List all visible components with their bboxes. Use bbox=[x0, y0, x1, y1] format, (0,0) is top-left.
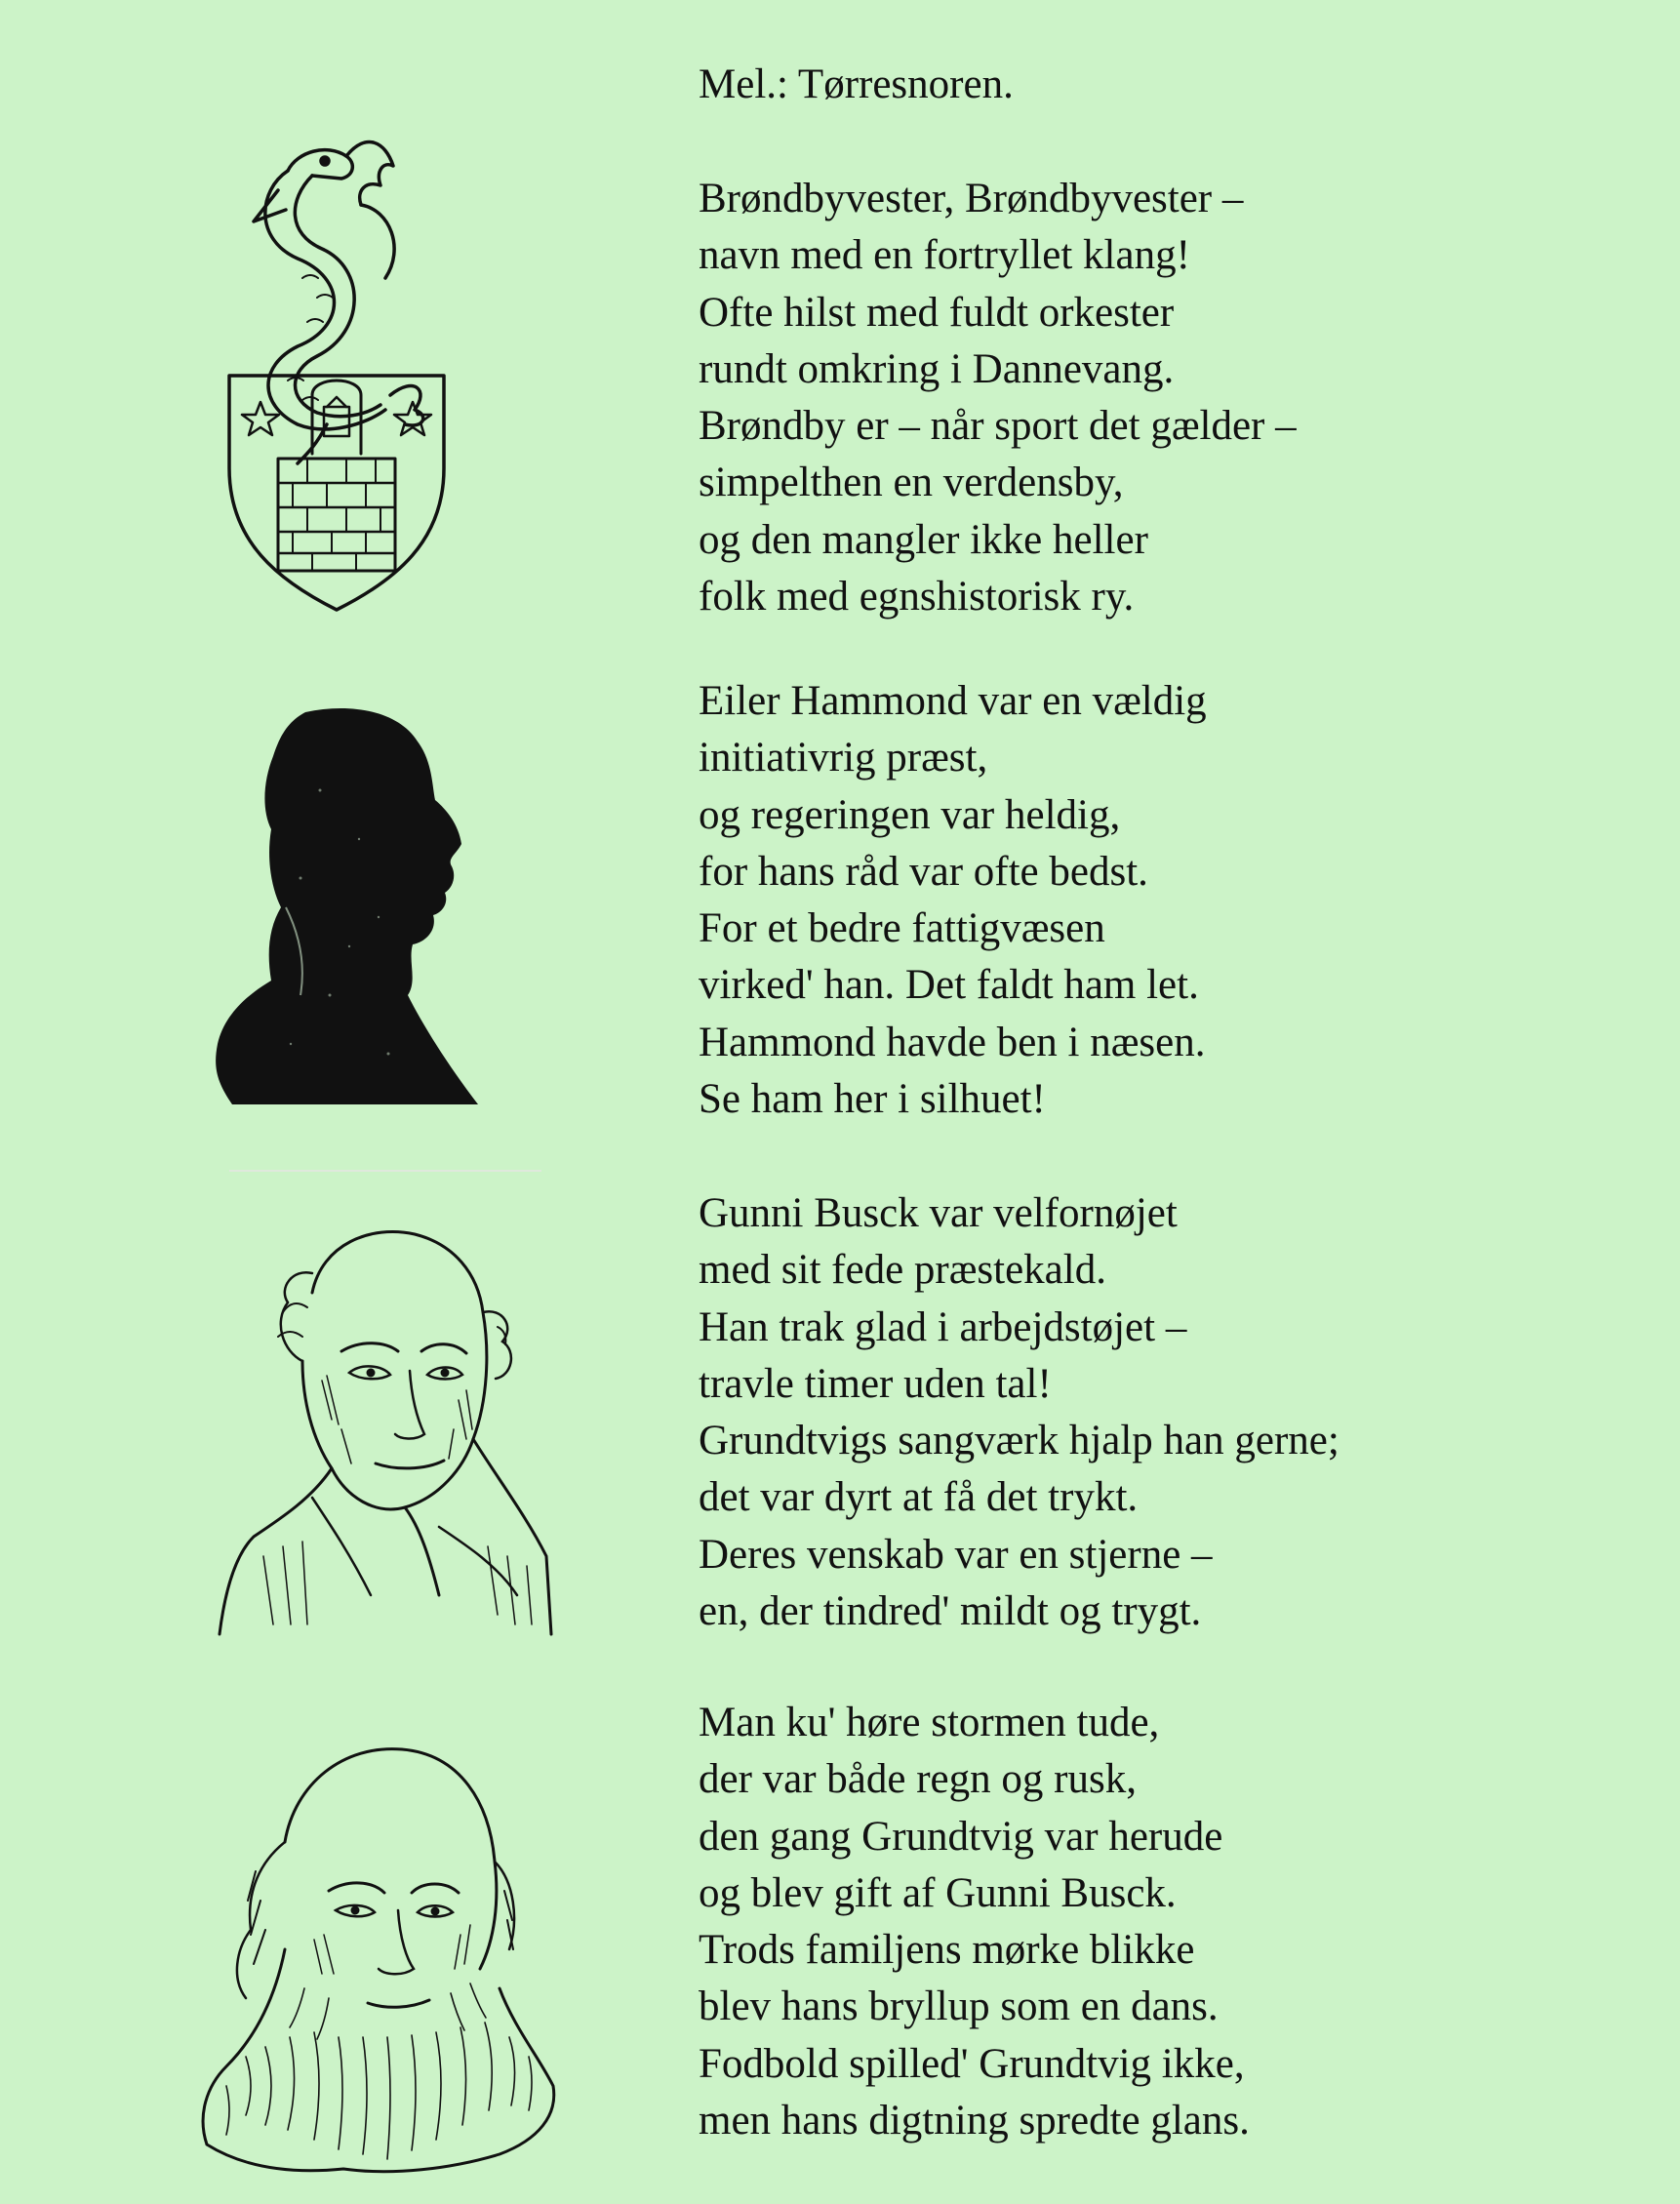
verse-line: Ofte hilst med fuldt orkester bbox=[699, 289, 1175, 336]
verse-line: travle timer uden tal! bbox=[699, 1360, 1052, 1407]
verse-line: den gang Grundtvig var herude bbox=[699, 1813, 1223, 1860]
divider bbox=[229, 1170, 541, 1172]
stanza-3 bbox=[699, 1185, 1340, 1640]
verse-line: folk med egnshistorisk ry. bbox=[699, 574, 1135, 621]
verse-line: blev hans bryllup som en dans. bbox=[699, 1984, 1219, 2030]
verse-line: Se ham her i silhuet! bbox=[699, 1076, 1046, 1123]
verse-line: Trods familjens mørke blikke bbox=[699, 1927, 1195, 1974]
verse-line: det var dyrt at få det trykt. bbox=[699, 1474, 1139, 1521]
verse-line: Brøndby er – når sport det gælder – bbox=[699, 403, 1297, 450]
verse-line: og regeringen var heldig, bbox=[699, 791, 1121, 838]
stanza-2 bbox=[699, 673, 1207, 1128]
verse-line: simpelthen en verdensby, bbox=[699, 460, 1124, 506]
verse-line: Deres venskab var en stjerne – bbox=[699, 1531, 1213, 1578]
verse-line: og blev gift af Gunni Busck. bbox=[699, 1869, 1177, 1916]
verse-line: rundt omkring i Dannevang. bbox=[699, 345, 1175, 392]
verse-line: Eiler Hammond var en vældig bbox=[699, 678, 1207, 724]
verse-line: virked' han. Det faldt ham let. bbox=[699, 962, 1199, 1009]
engraved-portrait-icon bbox=[205, 1205, 556, 1644]
verse-line: Grundtvigs sangværk hjalp han gerne; bbox=[699, 1418, 1340, 1464]
verse-line: der var både regn og rusk, bbox=[699, 1756, 1137, 1803]
verse-line: for hans råd var ofte bedst. bbox=[699, 848, 1148, 895]
verse-line: Fodbold spilled' Grundtvig ikke, bbox=[699, 2040, 1245, 2087]
verse-line: Han trak glad i arbejdstøjet – bbox=[699, 1303, 1187, 1350]
verse-line: Man ku' høre stormen tude, bbox=[699, 1700, 1160, 1745]
verse-line: Brøndbyvester, Brøndbyvester – bbox=[699, 176, 1244, 221]
melody-note: Mel.: Tørresnoren. bbox=[699, 61, 1014, 107]
verse-line: For et bedre fattigvæsen bbox=[699, 905, 1105, 952]
stanza-1 bbox=[699, 171, 1297, 625]
verse-line: og den mangler ikke heller bbox=[699, 516, 1148, 563]
engraved-portrait-bearded-icon bbox=[168, 1725, 578, 2184]
verse-line: men hans digtning spredte glans. bbox=[699, 2098, 1250, 2144]
verse-line: Gunni Busck var velfornøjet bbox=[699, 1190, 1178, 1236]
verse-line: initiativrig præst, bbox=[699, 735, 988, 781]
verse-line: en, der tindred' mildt og trygt. bbox=[699, 1588, 1202, 1635]
verse-line: navn med en fortryllet klang! bbox=[699, 232, 1190, 279]
coat-of-arms-icon bbox=[220, 132, 454, 615]
silhouette-portrait-icon bbox=[213, 702, 486, 1112]
verse-line: Hammond havde ben i næsen. bbox=[699, 1019, 1206, 1065]
stanza-4 bbox=[699, 1695, 1250, 2149]
verse-line: med sit fede præstekald. bbox=[699, 1247, 1106, 1294]
